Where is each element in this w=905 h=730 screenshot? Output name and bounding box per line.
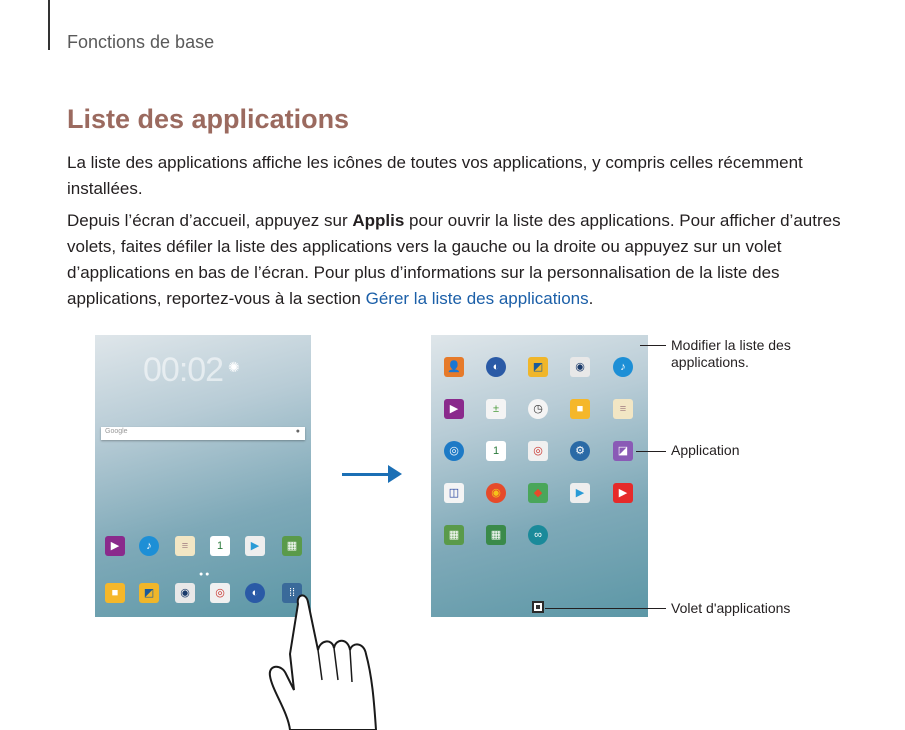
- play-store-icon: ▶: [570, 483, 590, 503]
- google-search-bar: [101, 427, 305, 440]
- running-head: Fonctions de base: [67, 32, 215, 52]
- applis-bold: Applis: [352, 211, 405, 230]
- clock-icon: ◷: [528, 399, 548, 419]
- video-icon: ▶: [105, 536, 125, 556]
- callout-edit-list: Modifier la liste des applications.: [671, 337, 791, 370]
- internet-icon: ◐: [486, 357, 506, 377]
- galaxy-apps-icon: ◫: [444, 483, 464, 503]
- camera-icon: ◉: [175, 583, 195, 603]
- maps-icon: ◆: [528, 483, 548, 503]
- video-icon: ▶: [444, 399, 464, 419]
- internet-icon: ◐: [245, 583, 265, 603]
- gallery-icon: ◩: [528, 357, 548, 377]
- arrow-head: [388, 465, 402, 483]
- manage-apps-link[interactable]: Gérer la liste des applications: [365, 289, 589, 308]
- mic-icon: ●: [295, 428, 300, 435]
- instructions-text-end: .: [588, 289, 594, 308]
- weather-icon: ✺: [228, 359, 240, 375]
- callout-apps-panel: Volet d'applications: [671, 600, 791, 616]
- section-title: Liste des applications: [67, 104, 350, 134]
- home-screen-illustration: [95, 335, 311, 617]
- google-folder-icon: ▦: [444, 525, 464, 545]
- search-placeholder: Google: [105, 428, 128, 435]
- contacts-icon: 👤: [444, 357, 464, 377]
- calculator-icon: ±: [486, 399, 506, 419]
- music-icon: ♪: [613, 357, 633, 377]
- my-files-icon: ■: [105, 583, 125, 603]
- music-icon: ♪: [139, 536, 159, 556]
- application-icon: ◪: [613, 441, 633, 461]
- instructions-text-b: pour ouvrir la liste des applications. Pour afficher d’autres volets, faites défiler la liste des applications vers la gauche ou la droite ou appuyez sur un volet d’applications en bas de l’écran. Pour plus d’informations sur la personnalisation de la liste des applications, reportez-vous à la section: [67, 211, 841, 308]
- peel-icon: ∞: [528, 525, 548, 545]
- hand-pointer-icon: [260, 580, 400, 730]
- callout-application: Application: [671, 442, 740, 458]
- arrow-shaft: [342, 473, 392, 476]
- intro-paragraph: La liste des applications affiche les icônes de toutes vos applications, y compris celles récemment installées.: [67, 153, 803, 198]
- settings-icon: ⚙: [570, 441, 590, 461]
- apps-screen-illustration: [431, 335, 648, 617]
- calendar-icon: 1: [210, 536, 230, 556]
- play-store-icon: ▶: [245, 536, 265, 556]
- folder-icon: ▦: [282, 536, 302, 556]
- memo-icon: ≡: [175, 536, 195, 556]
- smart-manager-icon: ◎: [444, 441, 464, 461]
- callout-line-panel: [545, 608, 666, 609]
- callout-line-edit: [640, 345, 666, 346]
- camera-icon: ◉: [570, 357, 590, 377]
- instructions-text-a: Depuis l’écran d’accueil, appuyez sur: [67, 211, 353, 230]
- chrome-icon: ◉: [486, 483, 506, 503]
- page-indicator: ● ●: [199, 571, 210, 578]
- margin-rule: [48, 0, 50, 50]
- instructions-paragraph: [67, 208, 857, 312]
- calendar-icon: 1: [486, 441, 506, 461]
- clock-app-icon: ◎: [528, 441, 548, 461]
- gallery-icon: ◩: [139, 583, 159, 603]
- clock-app-icon: ◎: [210, 583, 230, 603]
- apps-button-icon[interactable]: ⁞⁞: [282, 583, 302, 603]
- home-clock: 00:02: [143, 351, 224, 389]
- youtube-icon: ▶: [613, 483, 633, 503]
- memo-icon: ≡: [613, 399, 633, 419]
- callout-line-app: [636, 451, 666, 452]
- apps-panel-indicator[interactable]: [532, 601, 544, 613]
- microsoft-folder-icon: ▦: [486, 525, 506, 545]
- my-files-icon: ■: [570, 399, 590, 419]
